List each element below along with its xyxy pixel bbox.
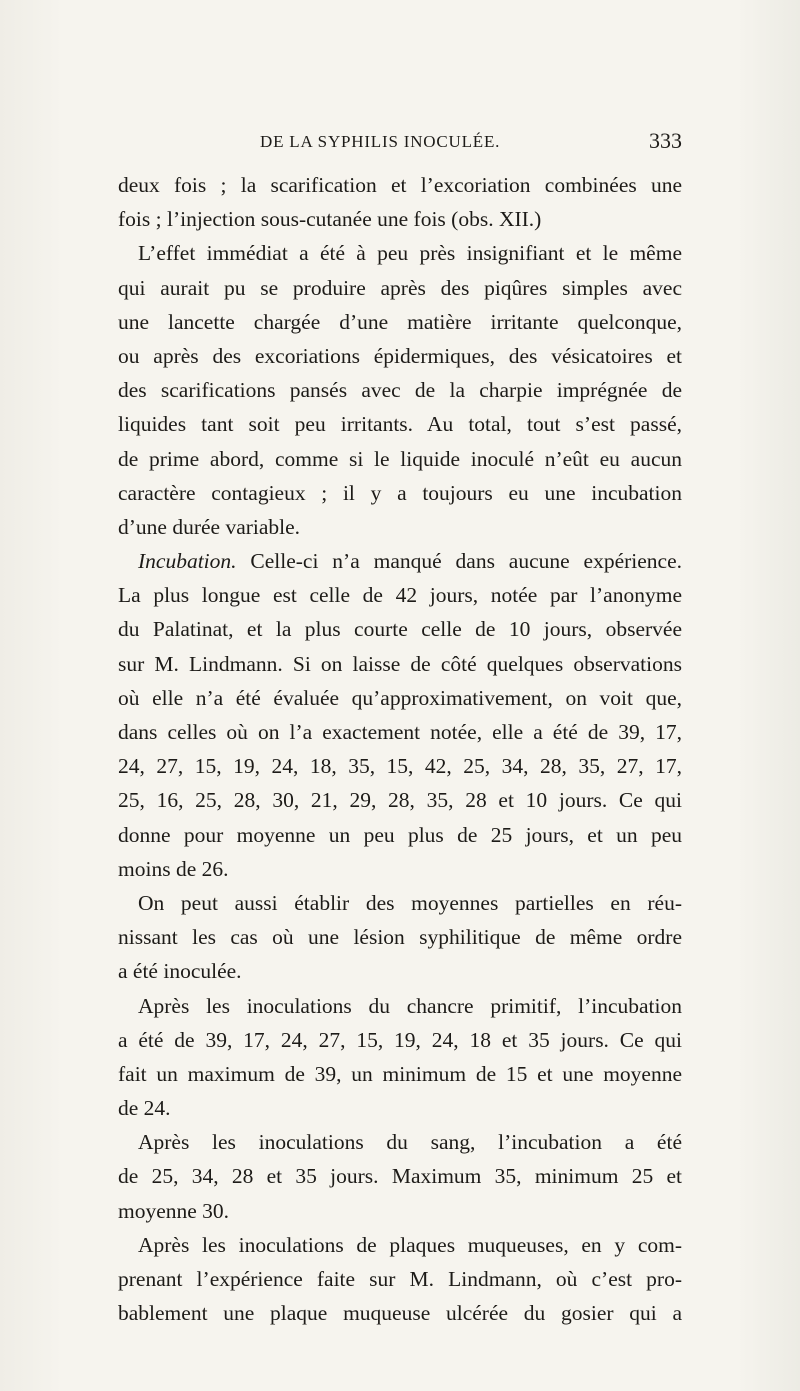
text-line: caractère contagieux ; il y a toujours eu une incubation xyxy=(118,480,682,505)
text-line: une lancette chargée d’une matière irritante quelconque, xyxy=(118,309,682,334)
text-line: La plus longue est celle de 42 jours, notée par l’anonyme xyxy=(118,583,682,608)
text-line: 25, 16, 25, 28, 30, 21, 29, 28, 35, 28 et 10 jours. Ce qui xyxy=(118,788,682,813)
text-line: d’une durée variable. xyxy=(118,514,301,539)
text-line: où elle n’a été évaluée qu’approximativement, on voit que, xyxy=(118,685,682,710)
text-line: de prime abord, comme si le liquide inoculé n’eût eu aucun xyxy=(118,446,682,471)
text-line: prenant l’expérience faite sur M. Lindmann, où c’est pro- xyxy=(118,1267,682,1291)
text-line: des scarifications pansés avec de la charpie imprégnée de xyxy=(118,378,682,403)
text-line: a été de 39, 17, 24, 27, 15, 19, 24, 18 et 35 jours. Ce qui xyxy=(118,1027,682,1052)
text-line: de 25, 34, 28 et 35 jours. Maximum 35, minimum 25 et xyxy=(118,1164,682,1189)
text-line: nissant les cas où une lésion syphilitique de même ordre xyxy=(118,925,682,950)
text-line: 24, 27, 15, 19, 24, 18, 35, 15, 42, 25, 34, 28, 35, 27, 17, xyxy=(118,754,682,779)
text-line: du Palatinat, et la plus courte celle de 10 jours, observée xyxy=(118,617,682,642)
text-line: bablement une plaque muqueuse ulcérée du gosier qui a xyxy=(118,1301,682,1326)
text-line: fois ; l’injection sous-cutanée une fois (obs. XII.) xyxy=(118,207,542,232)
text-line: moins de 26. xyxy=(118,856,229,881)
page-header xyxy=(118,128,682,158)
text-line: Après les inoculations du chancre primitif, l’incubation xyxy=(138,993,682,1018)
text-line: a été inoculée. xyxy=(118,959,242,984)
text-line: ou après des excoriations épidermiques, des vésicatoires et xyxy=(118,343,682,368)
text-line: Après les inoculations de plaques muqueuses, en y com- xyxy=(138,1232,682,1257)
text-line: Celle-ci n’a manqué dans aucune expérience. xyxy=(250,549,682,574)
incubation-heading: Incubation. xyxy=(138,549,237,574)
text-line: sur M. Lindmann. Si on laisse de côté quelques observations xyxy=(118,651,682,676)
text-line: Après les inoculations du sang, l’incubation a été xyxy=(138,1130,682,1155)
page-number: 333 xyxy=(649,128,682,153)
text-line: deux fois ; la scarification et l’excoriation combinées une xyxy=(118,173,682,197)
running-title: DE LA SYPHILIS INOCULÉE. xyxy=(260,132,501,151)
body-text xyxy=(118,168,682,1330)
text-line: On peut aussi établir des moyennes partielles en réu- xyxy=(138,890,682,915)
text-line: liquides tant soit peu irritants. Au total, tout s’est passé, xyxy=(118,412,682,437)
text-line: qui aurait pu se produire après des piqûres simples avec xyxy=(118,275,682,300)
text-line: fait un maximum de 39, un minimum de 15 et une moyenne xyxy=(118,1061,682,1086)
text-line-incubation xyxy=(118,544,682,578)
text-line: moyenne 30. xyxy=(118,1198,230,1223)
text-line: donne pour moyenne un peu plus de 25 jours, et un peu xyxy=(118,822,682,847)
text-line: L’effet immédiat a été à peu près insignifiant et le même xyxy=(138,241,682,266)
text-line: dans celles où on l’a exactement notée, elle a été de 39, 17, xyxy=(118,720,682,744)
text-line: de 24. xyxy=(118,1096,171,1121)
